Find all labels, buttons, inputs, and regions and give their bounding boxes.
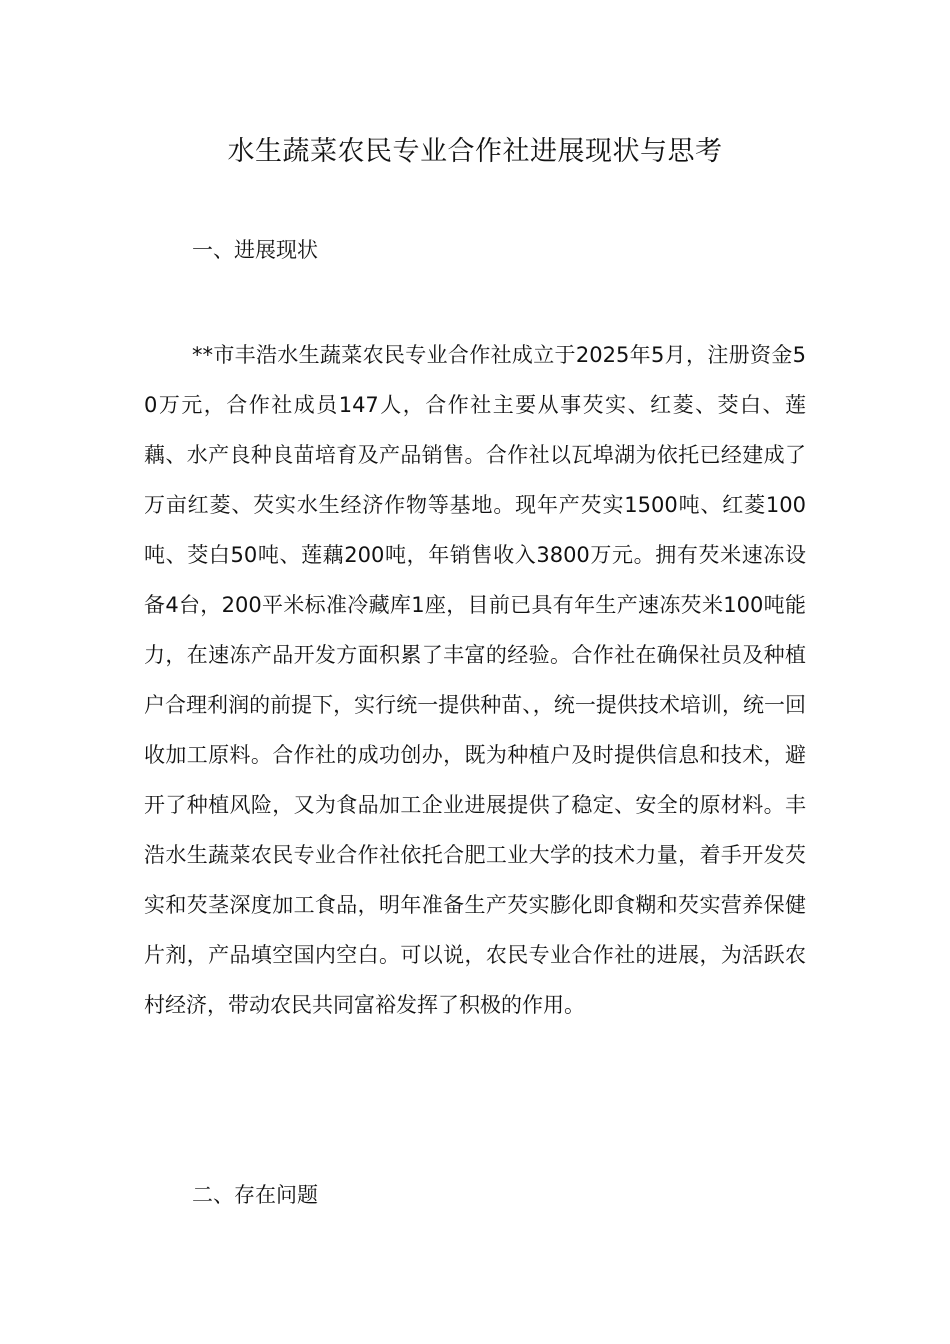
section-paragraph-progress: **市丰浩水生蔬菜农民专业合作社成立于2025年5月，注册资金50万元，合作社成员147人，合作社主要从事芡实、红菱、茭白、莲藕、水产良种良苗培育及产品销售。合作社以瓦埠湖为依托已经建成了万亩红菱、芡实水生经济作物等基地。现年产芡实1500吨、红菱100吨、茭白50吨、莲藕200吨，年销售收入3800万元。拥有芡米速冻设备4台，200平米标准冷藏库1座，目前已具有年生产速冻芡米100吨能力，在速冻产品开发方面积累了丰富的经验。合作社在确保社员及种植户合理利润的前提下，实行统一提供种苗、，统一提供技术培训，统一回收加工原料。合作社的成功创办，既为种植户及时提供信息和技术，避开了种植风险，又为食品加工企业进展提供了稳定、安全的原材料。丰浩水生蔬菜农民专业合作社依托合肥工业大学的技术力量，着手开发芡实和芡茎深度加工食品，明年准备生产芡实膨化即食糊和芡实营养保健片剂，产品填空国内空白。可以说，农民专业合作社的进展，为活跃农村经济，带动农民共同富裕发挥了积极的作用。 (144, 343, 806, 1017)
section-heading-progress: 一、进展现状 (192, 238, 318, 262)
section-heading-problems: 二、存在问题 (192, 1183, 318, 1207)
document-title: 水生蔬菜农民专业合作社进展现状与思考 (227, 136, 723, 167)
